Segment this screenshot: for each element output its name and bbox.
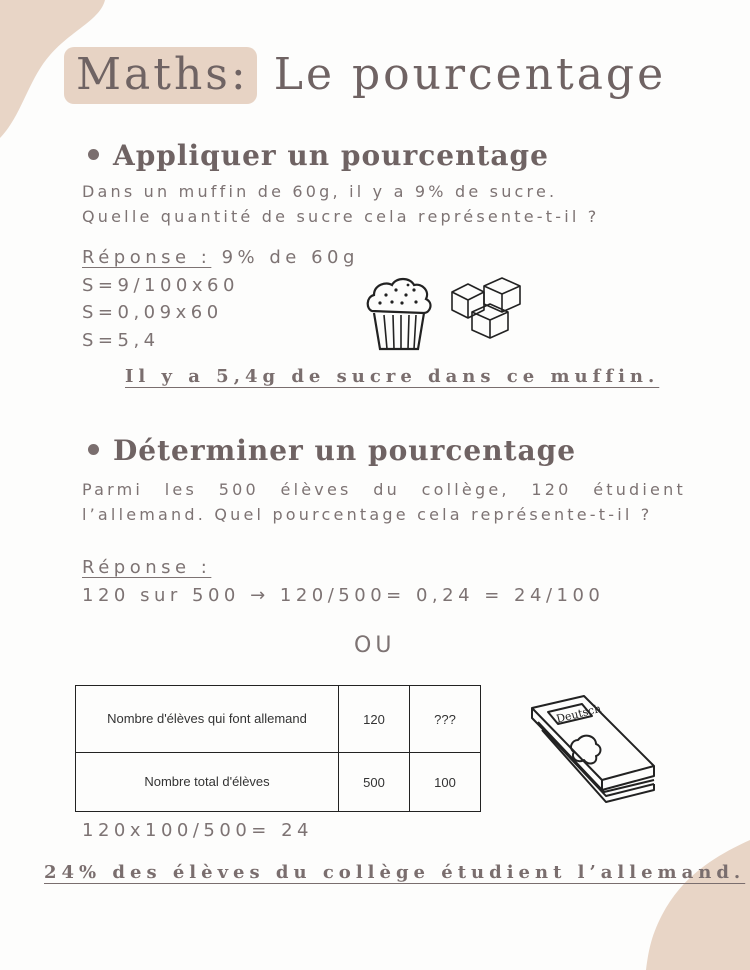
- question-word: 120: [531, 480, 572, 499]
- sugar-cubes-icon: [448, 272, 528, 342]
- section2-answer-calc: 120 sur 500 → 120/500= 0,24 = 24/100: [82, 585, 605, 606]
- question-word: 500: [218, 480, 259, 499]
- section2-calc: 120x100/500= 24: [82, 820, 313, 841]
- proportion-table: [75, 685, 481, 812]
- section1-question-line2: Quelle quantité de sucre cela représente-t-il ?: [82, 207, 600, 226]
- section2-question-line1: [82, 480, 686, 499]
- section1-heading-text: Appliquer un pourcentage: [113, 139, 549, 172]
- section1-conclusion: Il y a 5,4g de sucre dans ce muffin.: [125, 366, 660, 387]
- question-word: les: [164, 480, 197, 499]
- page-title: [64, 40, 666, 110]
- book-icon: [522, 692, 662, 810]
- answer-value: 9% de 60g: [221, 247, 359, 268]
- question-word: élèves: [280, 480, 352, 499]
- table-cell-percent: ???: [410, 686, 481, 753]
- or-label: OU: [354, 633, 396, 658]
- muffin-icon: [364, 275, 434, 353]
- decorative-blob-bottom-right: [640, 840, 750, 970]
- table-cell-value: 120: [339, 686, 410, 753]
- step-3: S=5,4: [82, 330, 160, 351]
- answer-label: Réponse :: [82, 247, 212, 268]
- question-word: du: [373, 480, 400, 499]
- table-row: [76, 686, 481, 753]
- table-cell-label: Nombre d'élèves qui font allemand: [76, 686, 339, 753]
- table-cell-label: Nombre total d'élèves: [76, 753, 339, 812]
- title-rest: Le pourcentage: [273, 49, 667, 100]
- section2-conclusion: 24% des élèves du collège étudient l’allemand.: [44, 862, 746, 883]
- bullet-icon: [88, 444, 99, 455]
- table-cell-value: 500: [339, 753, 410, 812]
- section2-heading: [88, 434, 576, 467]
- title-highlight: Maths:: [64, 47, 257, 104]
- question-word: collège,: [421, 480, 510, 499]
- section1-heading: [88, 139, 549, 172]
- section2-question-line2: l’allemand. Quel pourcentage cela représente-t-il ?: [82, 505, 653, 524]
- table-cell-percent: 100: [410, 753, 481, 812]
- question-word: Parmi: [82, 480, 144, 499]
- section2-heading-text: Déterminer un pourcentage: [113, 434, 577, 467]
- section2-answer-label: [82, 557, 211, 578]
- question-word: étudient: [593, 480, 686, 499]
- table-row: [76, 753, 481, 812]
- step-2: S=0,09x60: [82, 302, 223, 323]
- bullet-icon: [88, 149, 99, 160]
- step-1: S=9/100x60: [82, 275, 239, 296]
- answer-label: Réponse :: [82, 557, 212, 578]
- section1-question-line1: Dans un muffin de 60g, il y a 9% de sucre.: [82, 182, 558, 201]
- book-label: Deutsch: [554, 702, 603, 726]
- section1-answer: [82, 247, 359, 268]
